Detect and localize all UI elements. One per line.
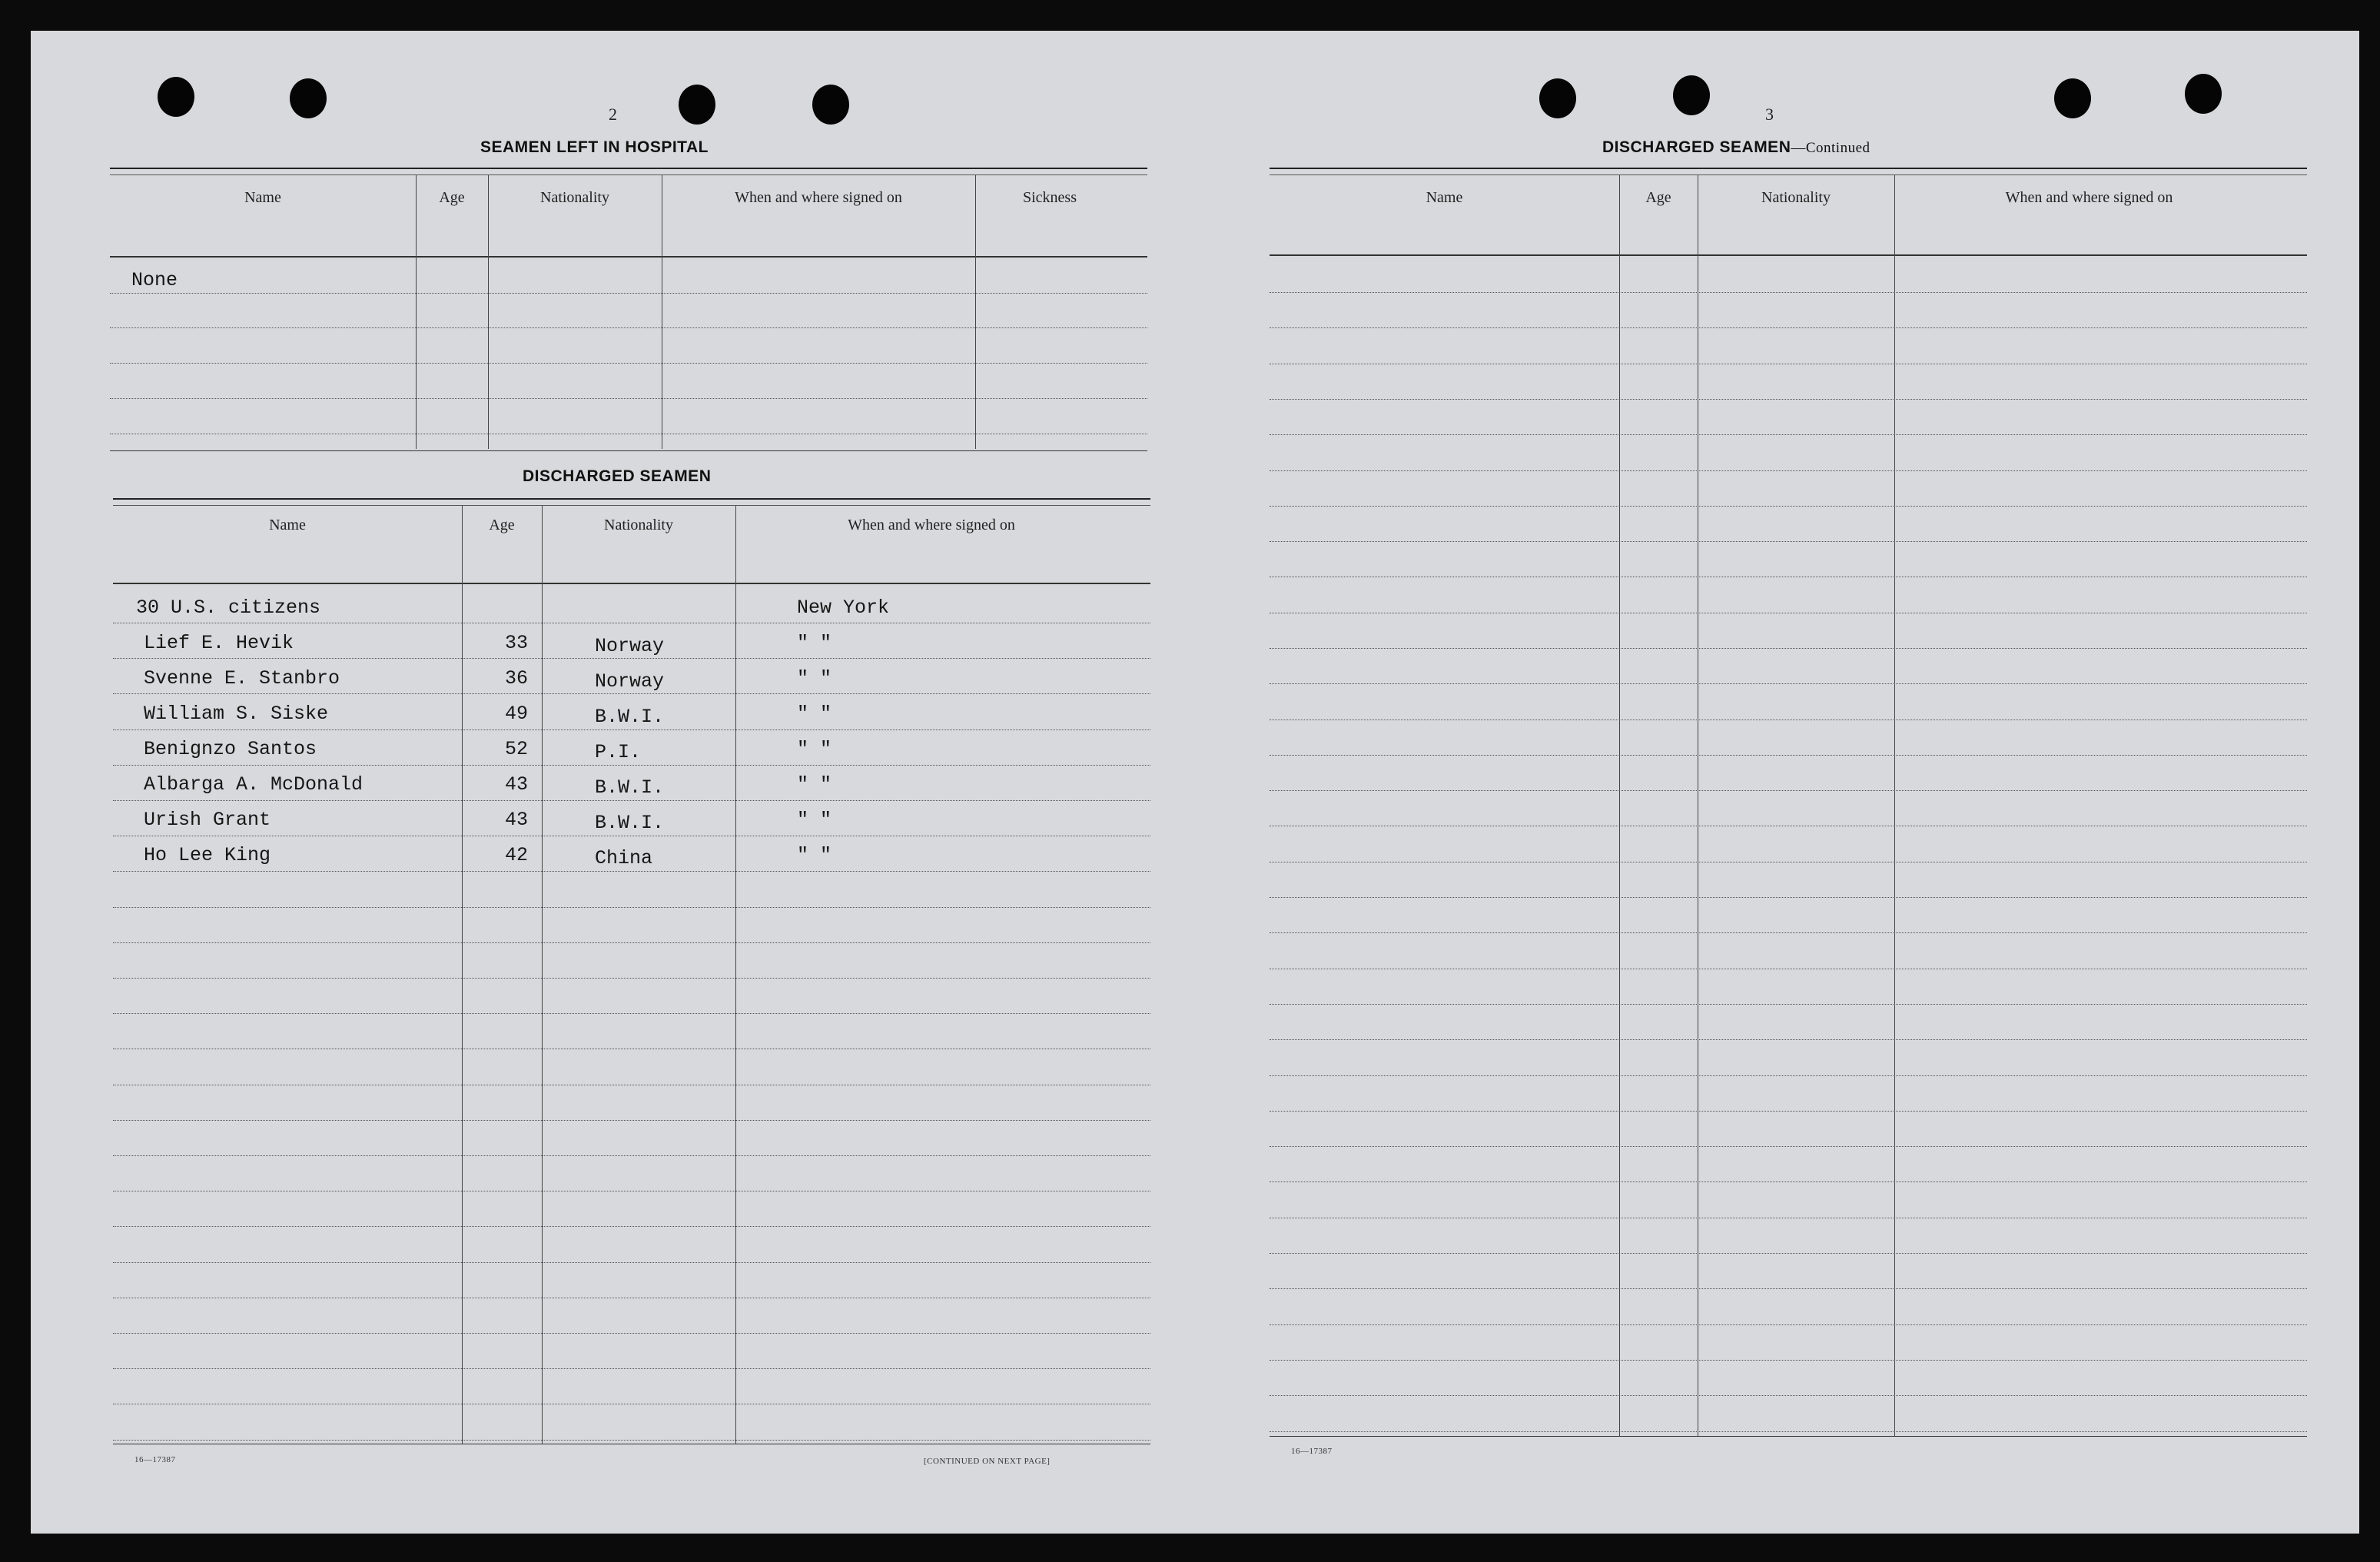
row-line	[1270, 399, 2307, 400]
seaman-nationality: B.W.I.	[595, 706, 665, 728]
row-line	[1270, 1111, 2307, 1112]
column-divider	[488, 175, 489, 449]
column-header-nationality: Nationality	[1761, 189, 1831, 206]
row-line	[1270, 1039, 2307, 1040]
seaman-age: 43	[505, 773, 529, 796]
seaman-signed-on: " "	[797, 703, 832, 725]
row-line	[1270, 683, 2307, 684]
page-number: 2	[609, 105, 617, 124]
seaman-signed-on: " "	[797, 667, 832, 690]
seaman-nationality: B.W.I.	[595, 812, 665, 834]
column-header-name: Name	[1426, 189, 1463, 206]
seaman-signed-on: " "	[797, 844, 832, 866]
row-line	[1270, 506, 2307, 507]
column-header-name: Name	[269, 517, 306, 533]
hospital-section-title: SEAMEN LEFT IN HOSPITAL	[480, 138, 709, 156]
row-line	[1270, 1431, 2307, 1432]
row-line	[1270, 1360, 2307, 1361]
row-line	[1270, 1253, 2307, 1254]
row-line	[1270, 470, 2307, 471]
row-line	[1270, 541, 2307, 542]
table-bottom-rule	[1270, 1436, 2307, 1437]
seaman-age: 36	[505, 667, 529, 690]
row-line	[1270, 1075, 2307, 1076]
row-line	[1270, 327, 2307, 328]
seaman-age: 42	[505, 844, 529, 866]
row-line	[1270, 1181, 2307, 1182]
row-line	[113, 729, 1150, 730]
seaman-name: Albarga A. McDonald	[144, 773, 363, 796]
row-line	[110, 363, 1147, 364]
title-continued: —Continued	[1791, 140, 1870, 156]
column-header-age: Age	[1645, 189, 1671, 206]
seaman-age: 52	[505, 738, 529, 760]
column-header-sickness: Sickness	[1023, 189, 1077, 206]
row-line	[110, 293, 1147, 294]
hospital-entry: None	[131, 269, 178, 291]
column-divider	[975, 175, 976, 449]
row-line	[1270, 1395, 2307, 1396]
column-divider	[462, 506, 463, 1444]
punch-hole	[2185, 74, 2222, 114]
form-number: 16—17387	[1291, 1447, 1333, 1456]
table-top-rule	[113, 498, 1150, 506]
seaman-name: Lief E. Hevik	[144, 632, 294, 654]
page-number: 3	[1765, 105, 1774, 124]
continued-note: [CONTINUED ON NEXT PAGE]	[924, 1457, 1051, 1466]
discharged-section-title: DISCHARGED SEAMEN	[523, 467, 712, 485]
row-line	[110, 327, 1147, 328]
punch-hole	[158, 77, 194, 117]
row-line	[113, 693, 1150, 694]
column-divider	[416, 175, 417, 449]
row-line	[1270, 755, 2307, 756]
table-top-rule	[110, 168, 1147, 175]
row-line	[113, 871, 1150, 872]
seaman-age: 33	[505, 632, 529, 654]
column-header-signed-on: When and where signed on	[2005, 189, 2173, 206]
column-divider	[1894, 175, 1895, 1436]
seaman-name: William S. Siske	[144, 703, 329, 725]
seaman-signed-on: " "	[797, 738, 832, 760]
row-line	[110, 398, 1147, 399]
column-divider	[735, 506, 736, 1444]
seaman-nationality: Norway	[595, 635, 665, 657]
title-main: DISCHARGED SEAMEN	[1602, 138, 1791, 156]
row-line	[113, 907, 1150, 908]
row-line	[113, 1262, 1150, 1263]
row-line	[1270, 434, 2307, 435]
row-line	[113, 1440, 1150, 1441]
row-line	[113, 1333, 1150, 1334]
punch-hole	[812, 85, 849, 125]
column-header-signed-on: When and where signed on	[735, 189, 902, 206]
table-bottom-rule	[110, 450, 1147, 451]
column-header-nationality: Nationality	[540, 189, 609, 206]
row-line	[113, 978, 1150, 979]
seaman-nationality: Norway	[595, 670, 665, 693]
punch-hole	[679, 85, 715, 125]
row-line	[113, 1226, 1150, 1227]
row-line	[1270, 1146, 2307, 1147]
seaman-name: Benignzo Santos	[144, 738, 317, 760]
header-rule	[1270, 254, 2307, 256]
row-line	[1270, 897, 2307, 898]
seaman-name: Ho Lee King	[144, 844, 271, 866]
hospital-table	[110, 168, 1147, 474]
punch-hole	[1539, 78, 1576, 118]
row-line	[113, 1368, 1150, 1369]
seaman-nationality: P.I.	[595, 741, 642, 763]
punch-hole	[1673, 75, 1710, 115]
seaman-name: Svenne E. Stanbro	[144, 667, 340, 690]
seaman-nationality: China	[595, 847, 653, 869]
column-header-age: Age	[439, 189, 465, 206]
row-line	[1270, 648, 2307, 649]
row-line	[1270, 1324, 2307, 1325]
column-header-age: Age	[489, 517, 515, 533]
seaman-nationality: B.W.I.	[595, 776, 665, 799]
column-divider	[1619, 175, 1620, 1436]
column-header-signed-on: When and where signed on	[848, 517, 1015, 533]
table-top-rule	[1270, 168, 2307, 175]
row-line	[1270, 932, 2307, 933]
row-line	[1270, 790, 2307, 791]
row-line	[1270, 292, 2307, 293]
row-line	[113, 765, 1150, 766]
header-rule	[110, 256, 1147, 258]
column-divider	[542, 506, 543, 1444]
column-header-nationality: Nationality	[604, 517, 673, 533]
row-line	[113, 1120, 1150, 1121]
seaman-signed-on: " "	[797, 632, 832, 654]
row-line	[113, 1155, 1150, 1156]
discharged-continued-table	[1270, 168, 2307, 1482]
row-line	[113, 1013, 1150, 1014]
header-rule	[113, 583, 1150, 584]
column-header-name: Name	[244, 189, 281, 206]
seaman-signed-on: New York	[797, 597, 890, 619]
form-number: 16—17387	[134, 1455, 176, 1464]
row-line	[1270, 1004, 2307, 1005]
scanned-document	[31, 31, 2359, 1534]
punch-hole	[2054, 78, 2091, 118]
row-line	[1270, 1288, 2307, 1289]
seaman-age: 49	[505, 703, 529, 725]
seaman-name: Urish Grant	[144, 809, 271, 831]
discharged-continued-title	[1602, 138, 1870, 157]
seaman-signed-on: " "	[797, 773, 832, 796]
seaman-signed-on: " "	[797, 809, 832, 831]
discharged-seamen-table	[113, 498, 1150, 1459]
row-line	[113, 658, 1150, 659]
seaman-name: 30 U.S. citizens	[136, 597, 321, 619]
seaman-age: 43	[505, 809, 529, 831]
row-line	[113, 942, 1150, 943]
row-line	[113, 800, 1150, 801]
punch-hole	[290, 78, 327, 118]
